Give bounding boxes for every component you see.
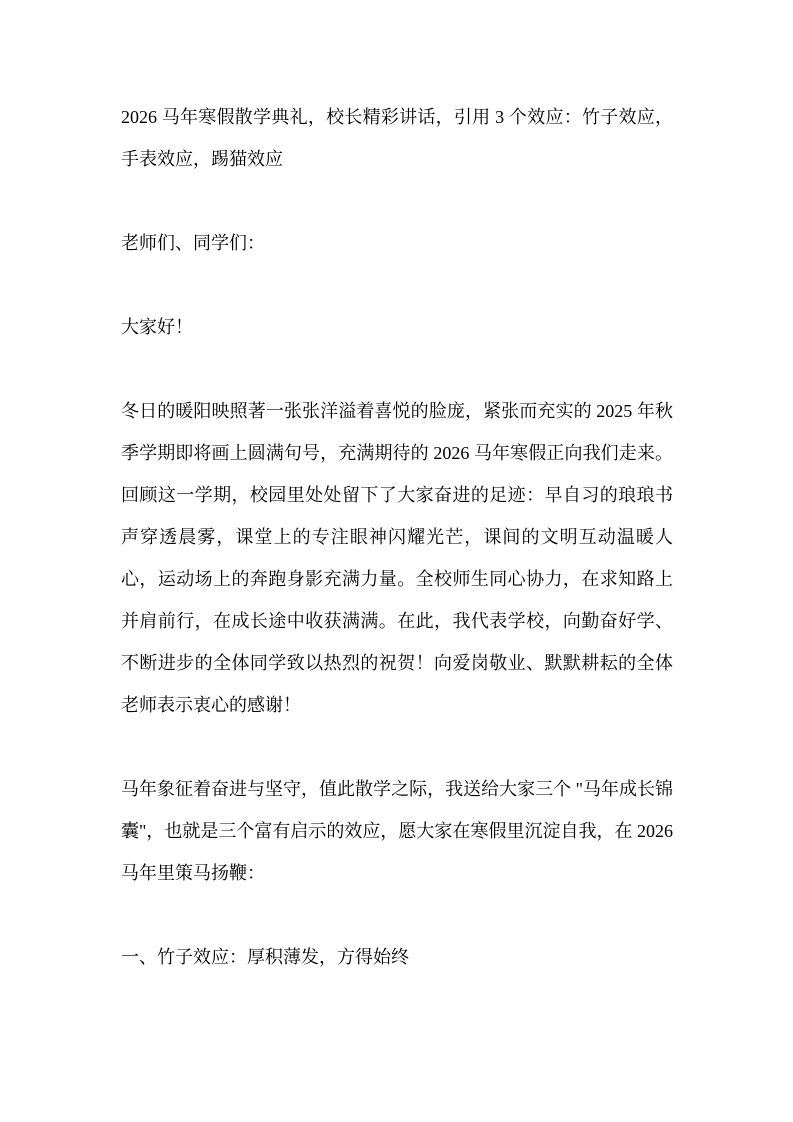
body-paragraph-2: 马年象征着奋进与坚守，值此散学之际，我送给大家三个 "马年成长锦囊"，也就是三个富有启示的效应，愿大家在寒假里沉淀自我，在 2026 马年里策马扬鞭： xyxy=(121,779,673,883)
document-content xyxy=(121,0,673,978)
greeting-line: 大家好！ xyxy=(121,317,193,337)
section-heading-bamboo-effect: 一、竹子效应：厚积薄发，方得始终 xyxy=(121,947,409,967)
body-paragraph-1: 冬日的暖阳映照著一张张洋溢着喜悦的脸庞，紧张而充实的 2025 年秋季学期即将画上圆满句号，充满期待的 2026 马年寒假正向我们走来。回顾这一学期，校园里处处留下了大家奋进的足迹：早自习的琅琅书声穿透晨雾，课堂上的专注眼神闪耀光芒，课间的文明互动温暖人心，运动场上的奔跑身影充满力量。全校师生同心协力，在求知路上并肩前行，在成长途中收获满满。在此，我代表学校，向勤奋好学、不断进步的全体同学致以热烈的祝贺！向爱岗敬业、默默耕耘的全体老师表示衷心的感谢！ xyxy=(121,401,673,715)
salutation-line: 老师们、同学们： xyxy=(121,233,265,253)
document-title: 2026 马年寒假散学典礼，校长精彩讲话，引用 3 个效应：竹子效应，手表效应，踢猫效应 xyxy=(121,107,673,169)
